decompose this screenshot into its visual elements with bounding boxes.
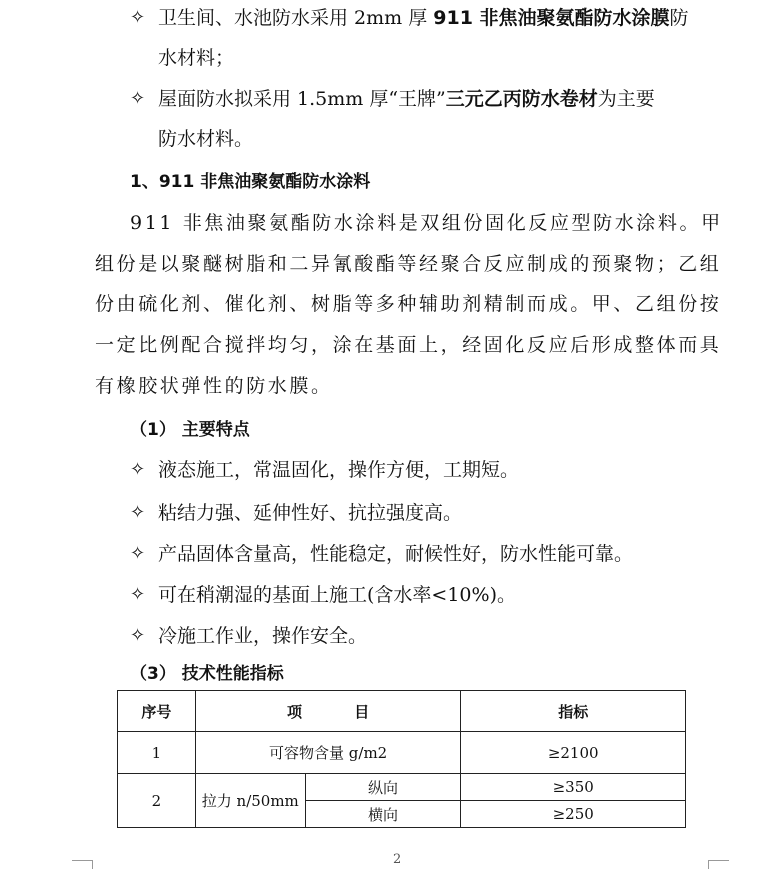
bullet-bold-text: 三元乙丙防水卷材 (445, 88, 598, 110)
bullet-icon: ✧ (130, 584, 146, 605)
cell-item: 可容物含量 g/m2 (195, 732, 461, 774)
cell-seq: 2 (118, 774, 196, 828)
cell-seq: 1 (118, 732, 196, 774)
bullet-bold-text: 911 非焦油聚氨酯防水涂膜 (433, 7, 670, 29)
section-heading: 1、911 非焦油聚氨酯防水涂料 (130, 172, 371, 192)
paragraph-line: 组份是以聚醚树脂和二异氰酸酯等经聚合反应制成的预聚物；乙组 (95, 253, 722, 275)
subsection-heading: （3） 技术性能指标 (130, 664, 284, 684)
table-row (118, 774, 686, 801)
feature-item: 产品固体含量高，性能稳定，耐候性好，防水性能可靠。 (158, 543, 634, 565)
bullet-icon: ✧ (130, 502, 146, 523)
bullet-continuation: 水材料； (158, 47, 235, 69)
paragraph-line: 份由硫化剂、催化剂、树脂等多种辅助剂精制而成。甲、乙组份按 (95, 293, 722, 315)
cell-value: ≥250 (461, 801, 686, 828)
cell-item: 拉力 n/50mm (195, 774, 305, 828)
feature-item: 液态施工，常温固化，操作方便，工期短。 (158, 459, 520, 481)
paragraph-line: 有橡胶状弹性的防水膜。 (95, 375, 333, 397)
bullet-text: 为主要 (597, 88, 655, 110)
page-number: 2 (393, 852, 402, 867)
cell-subitem: 纵向 (305, 774, 461, 801)
bullet-item (158, 87, 655, 111)
bullet-icon: ✧ (130, 7, 146, 28)
bullet-text: 卫生间、水池防水采用 2mm 厚 (158, 7, 434, 29)
page-corner-mark (72, 860, 93, 869)
bullet-icon: ✧ (130, 625, 146, 646)
feature-item: 粘结力强、延伸性好、抗拉强度高。 (158, 502, 463, 524)
feature-item: 可在稍潮湿的基面上施工(含水率<10%)。 (158, 584, 516, 606)
cell-value: ≥2100 (461, 732, 686, 774)
table-header-row (118, 691, 686, 732)
bullet-text: 防 (669, 7, 689, 29)
table-row (118, 732, 686, 774)
bullet-text: 屋面防水拟采用 1.5mm 厚“王牌” (158, 88, 446, 110)
paragraph-line: 一定比例配合搅拌均匀，涂在基面上，经固化反应后形成整体而具 (95, 334, 722, 356)
cell-value: ≥350 (461, 774, 686, 801)
bullet-icon: ✧ (130, 543, 146, 564)
bullet-icon: ✧ (130, 88, 146, 109)
header-item: 项 目 (195, 691, 461, 732)
page-corner-mark (708, 860, 729, 869)
feature-item: 冷施工作业，操作安全。 (158, 625, 368, 647)
subsection-heading: （1） 主要特点 (130, 420, 250, 440)
tech-spec-table (117, 690, 686, 828)
header-seq: 序号 (118, 691, 196, 732)
bullet-continuation: 防水材料。 (158, 128, 254, 150)
bullet-icon: ✧ (130, 459, 146, 480)
bullet-item (158, 6, 689, 30)
paragraph-line: 911 非焦油聚氨酯防水涂料是双组份固化反应型防水涂料。甲 (130, 212, 723, 234)
cell-subitem: 横向 (305, 801, 461, 828)
header-index: 指标 (461, 691, 686, 732)
